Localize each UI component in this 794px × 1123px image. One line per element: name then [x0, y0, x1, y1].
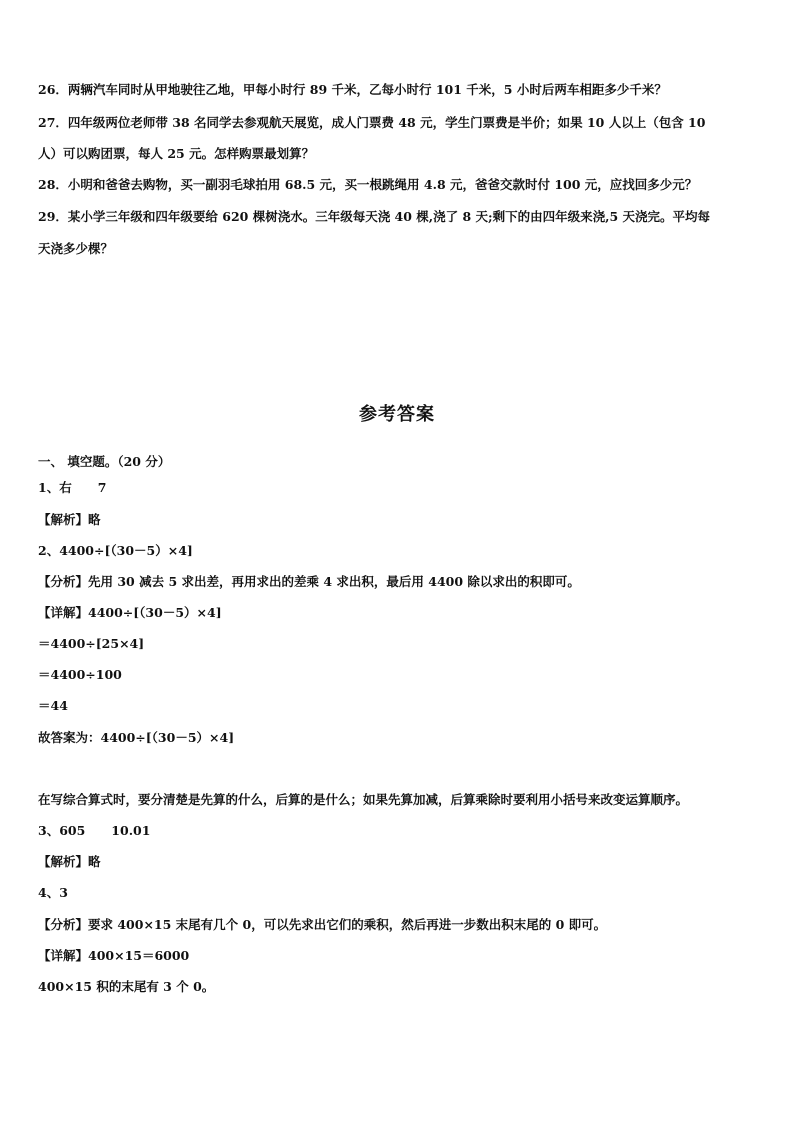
answer-4-analysis: 【分析】要求 400×15 末尾有几个 0，可以先求出它们的乘积，然后再进一步数出积末尾的 0 即可。	[38, 917, 607, 932]
answer-3	[38, 823, 150, 839]
answer-2-note: 在写综合算式时，要分清楚是先算的什么，后算的是什么；如果先算加减，后算乘除时要利用小括号来改变运算顺序。	[38, 792, 689, 807]
answer-2-final: 故答案为：4400÷[（30－5）×4]	[38, 730, 235, 745]
answer-1-num: 1、右	[38, 480, 72, 495]
question-27-line2: 人）可以购团票，每人 25 元。怎样购票最划算？	[38, 146, 315, 161]
answer-2: 2、4400÷[（30－5）×4]	[38, 543, 193, 558]
answer-4-conclusion: 400×15 积的末尾有 3 个 0。	[38, 979, 215, 994]
question-27-line1: 27．四年级两位老师带 38 名同学去参观航天展览，成人门票费 48 元，学生门票费是半价；如果 10 人以上（包含 10	[38, 115, 706, 130]
answer-3-value: 10.01	[111, 823, 151, 838]
section-heading: 一、 填空题。（20 分）	[38, 454, 171, 469]
answer-1-analysis: 【解析】略	[38, 512, 101, 527]
answers-title: 参考答案	[359, 404, 435, 425]
answer-4-detail: 【详解】400×15＝6000	[38, 948, 190, 963]
answer-2-detail: 【详解】4400÷[（30－5）×4]	[38, 605, 222, 620]
question-29-line1: 29．某小学三年级和四年级要给 620 棵树浇水。三年级每天浇 40 棵,浇了 8 天;剩下的由四年级来浇,5 天浇完。平均每	[38, 209, 711, 224]
answer-1-value: 7	[97, 480, 107, 495]
answer-2-step-1: ＝4400÷[25×4]	[38, 636, 145, 651]
answer-2-step-3: ＝44	[38, 698, 68, 713]
answer-2-step-2: ＝4400÷100	[38, 667, 122, 682]
answer-1	[38, 480, 106, 496]
question-29-line2: 天浇多少棵？	[38, 241, 114, 256]
answer-3-num: 3、605	[38, 823, 86, 838]
question-28: 28．小明和爸爸去购物，买一副羽毛球拍用 68.5 元，买一根跳绳用 4.8 元，爸爸交款时付 100 元，应找回多少元？	[38, 177, 698, 192]
answer-4: 4、3	[38, 885, 68, 900]
answer-2-analysis: 【分析】先用 30 减去 5 求出差，再用求出的差乘 4 求出积，最后用 4400 除以求出的积即可。	[38, 574, 580, 589]
question-26: 26．两辆汽车同时从甲地驶往乙地，甲每小时行 89 千米，乙每小时行 101 千米，5 小时后两车相距多少千米？	[38, 82, 667, 97]
answer-3-analysis: 【解析】略	[38, 854, 101, 869]
